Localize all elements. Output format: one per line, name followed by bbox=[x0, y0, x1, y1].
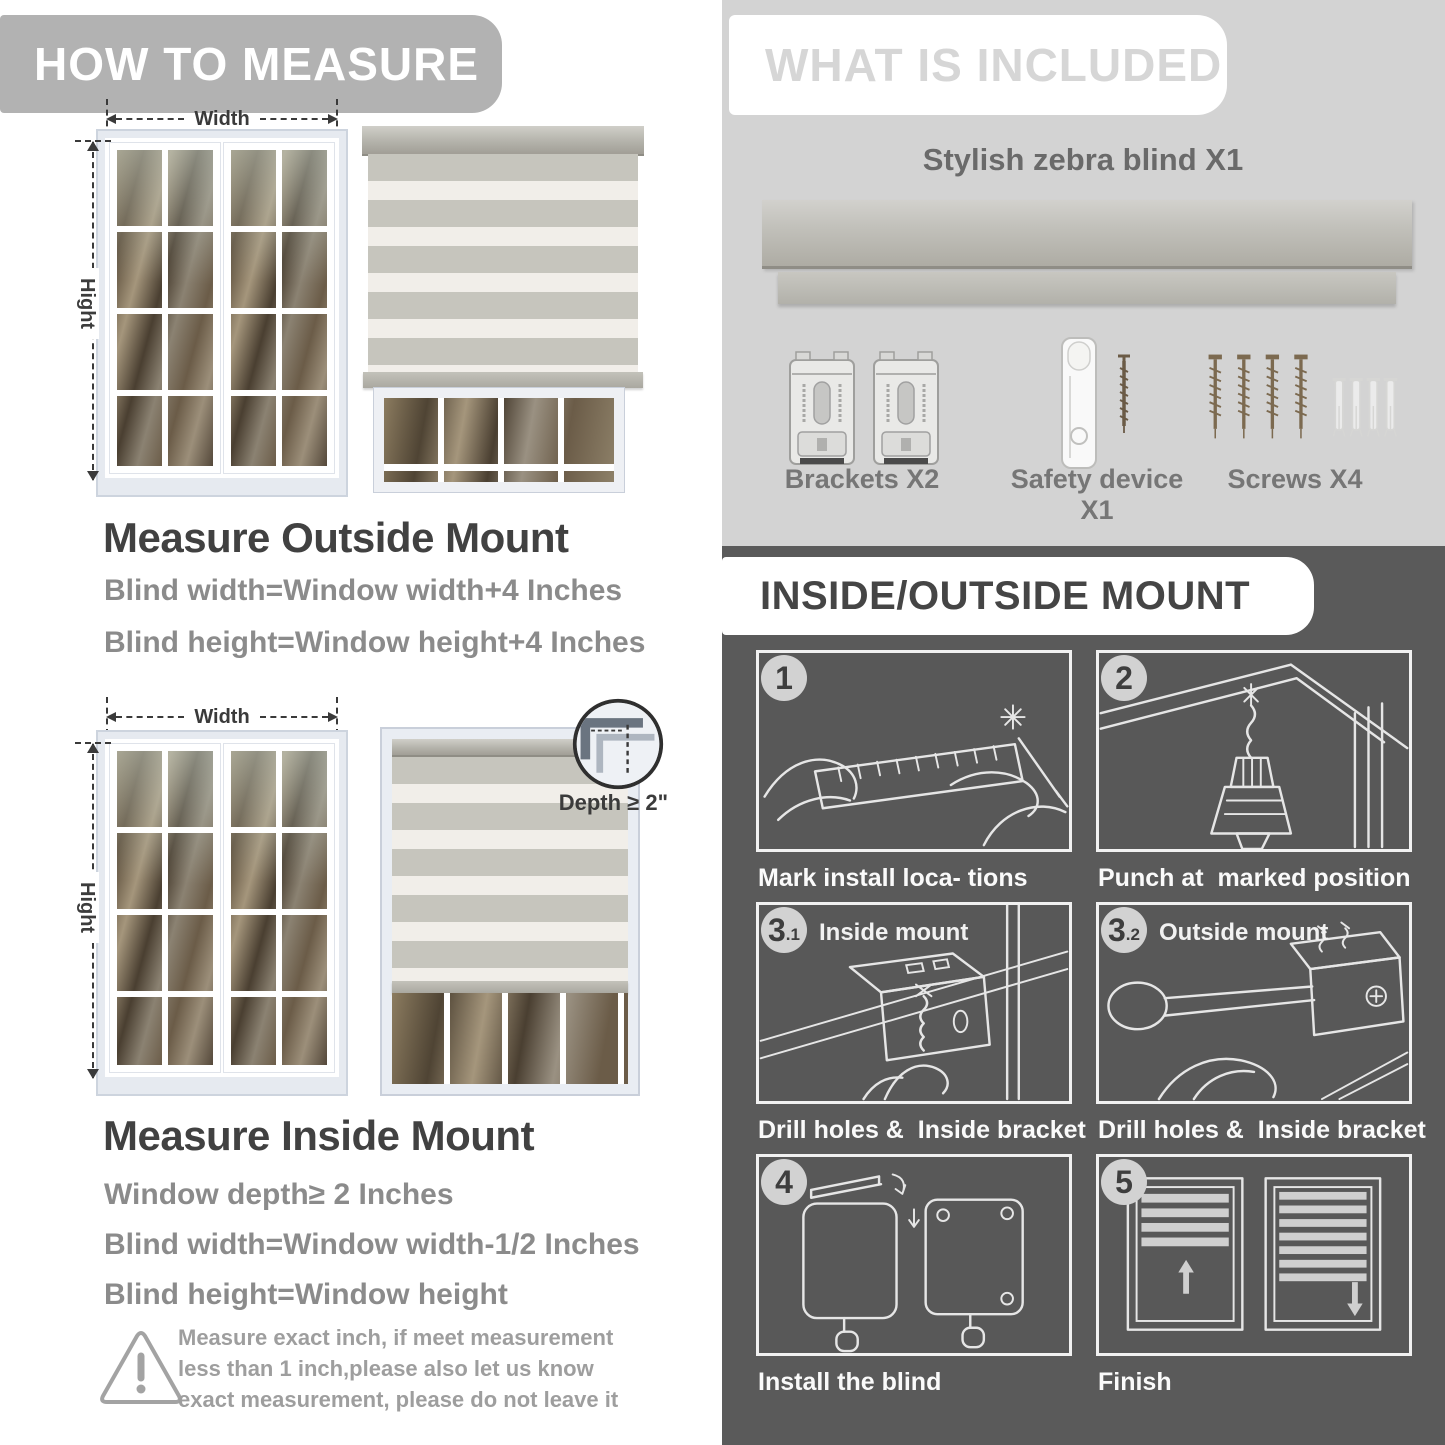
step-caption-3-1: Drill holes & Inside bracket bbox=[758, 1116, 1086, 1144]
inside-outside-mount-title: INSIDE/OUTSIDE MOUNT bbox=[760, 573, 1251, 618]
depth-magnifier-icon bbox=[570, 696, 666, 792]
brackets-icon bbox=[784, 346, 944, 476]
step-panel-5 bbox=[1096, 1154, 1412, 1356]
step-caption-4: Install the blind bbox=[758, 1368, 942, 1396]
blind-bottom-rail bbox=[363, 372, 643, 388]
what-is-included-title: WHAT IS INCLUDED bbox=[765, 39, 1223, 91]
width-label: Width bbox=[194, 107, 250, 130]
inside-mount-rule-width: Blind width=Window width-1/2 Inches bbox=[104, 1228, 640, 1261]
arrow-head-up-icon bbox=[87, 743, 99, 753]
window-sash bbox=[224, 744, 334, 1072]
arrow-head-down-icon bbox=[87, 1069, 99, 1079]
step-panel-3-1 bbox=[756, 902, 1072, 1104]
step-panel-2 bbox=[1096, 650, 1412, 852]
blind-bottom-rail-product bbox=[778, 272, 1396, 304]
safety-device-icon bbox=[1048, 332, 1140, 482]
what-is-included-header bbox=[729, 15, 1227, 115]
inside-mount-title: Measure Inside Mount bbox=[103, 1112, 535, 1159]
height-label: Hight bbox=[74, 872, 99, 943]
step-caption-5: Finish bbox=[1098, 1368, 1172, 1396]
window-photo-inside bbox=[96, 730, 348, 1096]
step-number-badge: 4 bbox=[761, 1159, 807, 1205]
zebra-blind-item-label: Stylish zebra blind X1 bbox=[922, 142, 1244, 177]
step-panel-4 bbox=[756, 1154, 1072, 1356]
outside-mount-title: Measure Outside Mount bbox=[103, 514, 569, 561]
step-panel-1 bbox=[756, 650, 1072, 852]
screws-label: Screws X4 bbox=[1227, 464, 1363, 494]
step-caption-1: Mark install loca- tions bbox=[758, 864, 1028, 892]
inside-mount-rule-depth: Window depth≥ 2 Inches bbox=[104, 1178, 454, 1211]
step-number-badge: 2 bbox=[1101, 655, 1147, 701]
screws-icon bbox=[1200, 346, 1400, 466]
step-caption-3-2: Drill holes & Inside bracket bbox=[1098, 1116, 1426, 1144]
blind-headrail bbox=[362, 126, 644, 156]
window-photo-outside bbox=[96, 129, 348, 497]
zebra-blind-fabric bbox=[368, 154, 638, 372]
outside-mount-rule-height: Blind height=Window height+4 Inches bbox=[104, 626, 646, 659]
window-sash bbox=[110, 744, 220, 1072]
step-number-badge: 1 bbox=[761, 655, 807, 701]
window-sash bbox=[224, 143, 334, 473]
step-caption-2: Punch at marked position bbox=[1098, 864, 1411, 892]
step-number-badge: 5 bbox=[1101, 1159, 1147, 1205]
arrow-head-down-icon bbox=[87, 471, 99, 481]
outside-mount-rule-width: Blind width=Window width+4 Inches bbox=[104, 574, 623, 607]
window-under-blind bbox=[392, 993, 628, 1084]
window-sash bbox=[110, 143, 220, 473]
height-label: Hight bbox=[74, 268, 99, 339]
step-panel-title: Inside mount bbox=[819, 919, 969, 946]
blind-bottom-rail bbox=[392, 981, 628, 993]
brackets-label: Brackets X2 bbox=[784, 464, 940, 494]
how-to-measure-title: HOW TO MEASURE bbox=[34, 38, 480, 90]
step-number-badge: 3 .1 bbox=[761, 907, 807, 953]
width-arrow-outside bbox=[106, 108, 338, 130]
measurement-warning-text: Measure exact inch, if meet measurement less than 1 inch,please also let us know exact measurement, please do not leave it bbox=[178, 1325, 619, 1413]
inside-outside-mount-header bbox=[722, 557, 1314, 635]
width-arrow-inside bbox=[106, 706, 338, 728]
inside-mount-rule-height: Blind height=Window height bbox=[104, 1278, 508, 1311]
safety-device-label: Safety device X1 bbox=[1010, 464, 1184, 525]
step-number-badge: 3 .2 bbox=[1101, 907, 1147, 953]
arrow-head-up-icon bbox=[87, 141, 99, 151]
step-panel-3-2 bbox=[1096, 902, 1412, 1104]
how-to-measure-header bbox=[0, 15, 502, 113]
step-panel-title: Outside mount bbox=[1159, 919, 1329, 946]
warning-triangle-icon bbox=[96, 1326, 186, 1410]
window-under-blind bbox=[374, 388, 624, 492]
blind-headrail-product bbox=[762, 200, 1412, 269]
width-label: Width bbox=[194, 705, 250, 728]
depth-label: Depth ≥ 2" bbox=[558, 790, 668, 815]
